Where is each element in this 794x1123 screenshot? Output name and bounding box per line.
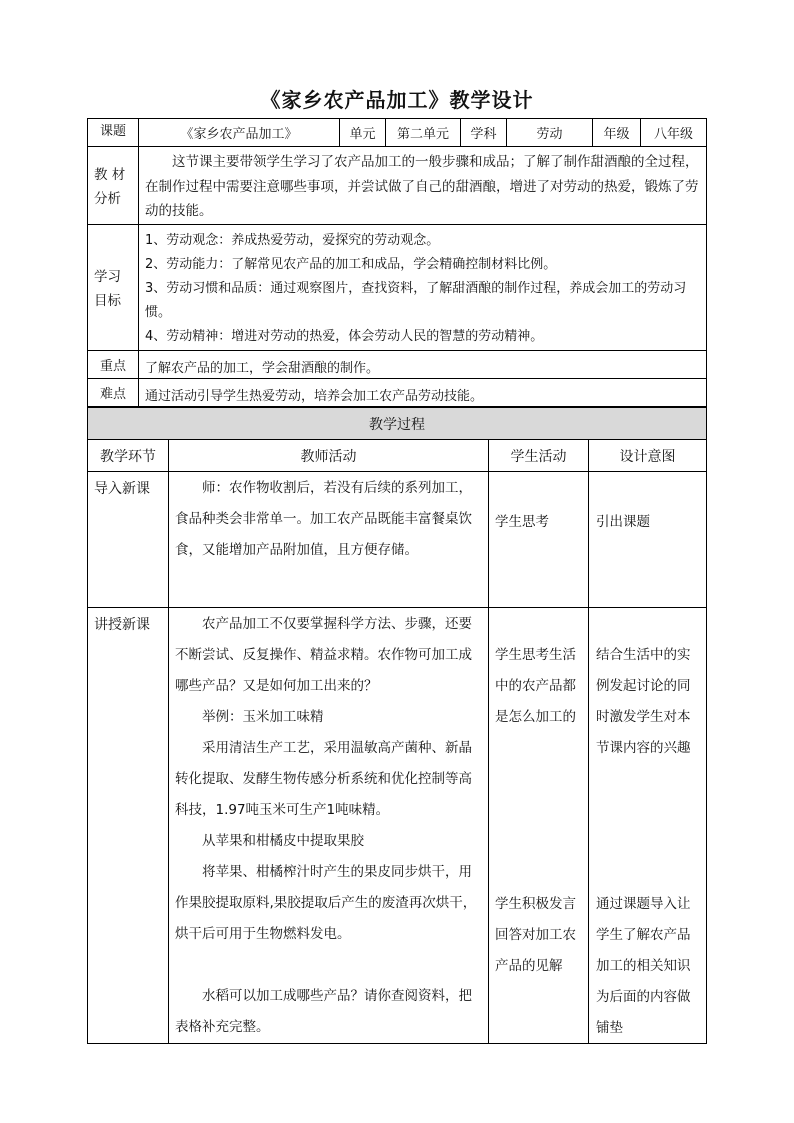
- goals-list: [145, 229, 698, 349]
- intro-student-cell: [488, 471, 589, 608]
- new-stage-cell: [87, 607, 169, 1044]
- teacher-paragraph: 水稻可以加工成哪些产品？请你查阅资料，把表格补充完整。: [175, 988, 472, 1035]
- col-header-student-label: 学生活动: [510, 448, 567, 465]
- unit-label-cell: [339, 118, 386, 147]
- unit-label: 单元: [349, 127, 376, 142]
- new-student-cell: [488, 607, 589, 1044]
- col-header-teacher-label: 教师活动: [300, 448, 357, 465]
- key-label: 重点: [99, 359, 126, 374]
- difficulty-label-cell: [87, 378, 139, 407]
- col-header-teacher: [168, 439, 489, 472]
- teacher-paragraph: 将苹果、柑橘榨汁时产生的果皮同步烘干，用作果胶提取原料,果胶提取后产生的废渣再次烘干，烘干后可用于生物燃料发电。: [175, 864, 477, 942]
- col-header-stage: [87, 439, 169, 472]
- goals-text-cell: [138, 224, 707, 351]
- goals-label: 学习 目标: [94, 269, 121, 309]
- key-label-cell: [87, 350, 139, 379]
- teacher-example-heading: 举例：玉米加工味精: [202, 709, 324, 725]
- analysis-text: 这节课主要带领学生学习了农产品加工的一般步骤和成品；了解了制作甜酒酿的全过程，在制作过程中需要注意哪些事项，并尝试做了自己的甜酒酿，增进了对劳动的热爱，锻炼了劳动的技能。: [145, 154, 699, 219]
- new-student-2: 学生积极发言回答对加工农产品的见解: [495, 896, 576, 974]
- analysis-label: 教 材 分析: [94, 167, 126, 207]
- course-value: 《家乡农产品加工》: [180, 127, 298, 142]
- course-value-cell: [138, 118, 340, 147]
- intro-student: 学生思考: [495, 514, 549, 530]
- grade-label: 年级: [603, 127, 630, 142]
- goal-item: 4、劳动精神：增进对劳动的热爱，体会劳动人民的智慧的劳动精神。: [145, 329, 544, 344]
- unit-value: 第二单元: [396, 127, 449, 142]
- course-label: 课题: [99, 124, 126, 140]
- new-teacher-cell: [168, 607, 489, 1044]
- difficulty-label: 难点: [99, 387, 126, 402]
- teacher-paragraph: 采用清洁生产工艺，采用温敏高产菌种、新晶转化提取、发酵生物传感分析系统和优化控制等高科技，1.97吨玉米可生产1吨味精。: [175, 740, 472, 818]
- teacher-paragraph: 农产品加工不仅要掌握科学方法、步骤，还要不断尝试、反复操作、精益求精。农作物可加工成哪些产品？又是如何加工出来的？: [175, 616, 472, 694]
- new-student-1: 学生思考生活中的农产品都是怎么加工的: [495, 647, 576, 725]
- subject-label: 学科: [470, 127, 497, 142]
- col-header-student: [488, 439, 589, 472]
- col-header-intent-label: 设计意图: [619, 448, 676, 465]
- new-teacher-content: [175, 609, 482, 1043]
- grade-value: 八年级: [653, 127, 693, 142]
- key-text-cell: [138, 350, 707, 379]
- intro-teacher-cell: [168, 471, 489, 608]
- col-header-stage-label: 教学环节: [100, 448, 156, 465]
- key-text: 了解农产品的加工，学会甜酒酿的制作。: [145, 361, 380, 376]
- intro-intent-cell: [588, 471, 707, 608]
- new-intent-cell: [588, 607, 707, 1044]
- page-title: 《家乡农产品加工》教学设计: [260, 88, 534, 112]
- intro-teacher-text: 师：农作物收割后，若没有后续的系列加工，食品种类会非常单一。加工农产品既能丰富餐桌饮食，又能增加产品附加值，且方便存储。: [175, 480, 472, 558]
- unit-value-cell: [385, 118, 461, 147]
- grade-value-cell: [640, 118, 707, 147]
- new-intent-2: 通过课题导入让学生了解农产品加工的相关知识为后面的内容做铺垫: [596, 896, 691, 1036]
- goal-item: 2、劳动能力：了解常见农产品的加工和成品，学会精确控制材料比例。: [145, 257, 557, 272]
- process-heading-cell: [87, 407, 707, 440]
- intro-intent: 引出课题: [596, 514, 650, 530]
- teacher-example-heading: 从苹果和柑橘皮中提取果胶: [202, 833, 364, 849]
- subject-value-cell: [506, 118, 593, 147]
- analysis-text-cell: [138, 146, 707, 225]
- goal-item: 1、劳动观念：养成热爱劳动，爱探究的劳动观念。: [145, 233, 440, 248]
- goals-label-cell: [87, 224, 139, 351]
- difficulty-text-cell: [138, 378, 707, 407]
- intro-stage: 导入新课: [94, 481, 150, 497]
- difficulty-text: 通过活动引导学生热爱劳动，培养会加工农产品劳动技能。: [145, 389, 484, 404]
- grade-label-cell: [592, 118, 641, 147]
- intro-stage-cell: [87, 471, 169, 608]
- process-heading: 教学过程: [369, 416, 425, 433]
- subject-value: 劳动: [536, 127, 563, 142]
- analysis-label-cell: [87, 146, 139, 225]
- col-header-intent: [588, 439, 707, 472]
- subject-label-cell: [460, 118, 507, 147]
- new-stage: 讲授新课: [94, 617, 150, 633]
- course-label-cell: [87, 118, 139, 147]
- goal-item: 3、劳动习惯和品质：通过观察图片，查找资料，了解甜酒酿的制作过程，养成会加工的劳动习惯。: [145, 281, 687, 320]
- new-intent-1: 结合生活中的实例发起讨论的同时激发学生对本节课内容的兴趣: [596, 647, 691, 756]
